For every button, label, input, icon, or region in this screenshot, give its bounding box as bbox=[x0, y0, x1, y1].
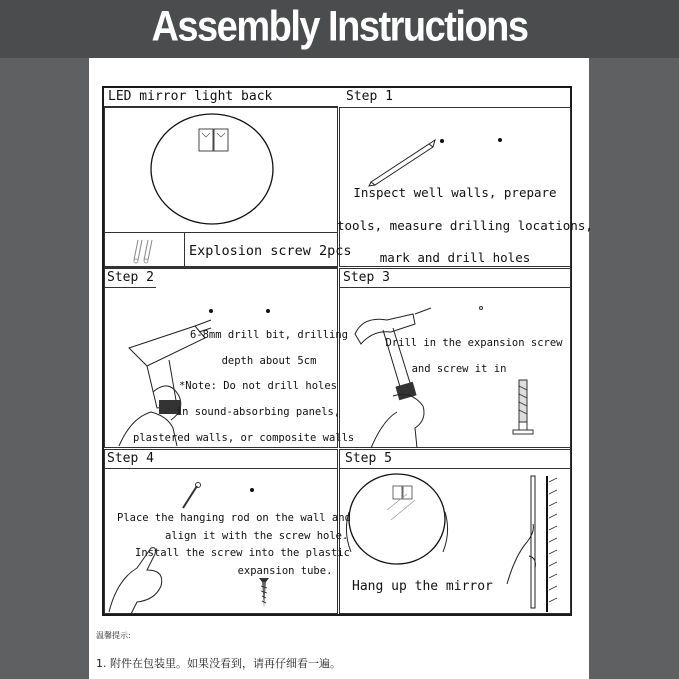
wall-side-illustration bbox=[501, 472, 567, 614]
header-bar bbox=[0, 0, 679, 58]
step3-label: Step 3 bbox=[343, 270, 390, 285]
step5-label: Step 5 bbox=[345, 451, 392, 466]
mirror-back-illustration bbox=[149, 114, 279, 229]
notes-item: 1. 附件在包装里。如果没看到，请再仔细看一遍。 bbox=[96, 657, 341, 670]
frame-top-line bbox=[105, 86, 209, 87]
step4-underline bbox=[104, 468, 338, 469]
mark-dot bbox=[209, 309, 213, 313]
mark-dot bbox=[498, 138, 502, 142]
step2-underline bbox=[104, 287, 156, 288]
step4-line4: expansion tube. bbox=[237, 565, 333, 577]
step5-underline bbox=[339, 468, 571, 469]
hanging-rod-icon bbox=[179, 482, 203, 510]
step3-underline bbox=[339, 287, 571, 288]
pencil-icon bbox=[367, 138, 437, 188]
mark-dot bbox=[440, 139, 444, 143]
step3-line1: Drill in the expansion screw bbox=[385, 337, 563, 349]
hand-illustration bbox=[107, 540, 171, 614]
step4-line1: Place the hanging rod on the wall and bbox=[117, 512, 351, 524]
screw-icon bbox=[257, 576, 271, 610]
step1-line2: tools, measure drilling locations, bbox=[337, 218, 593, 233]
step4-line3: Install the screw into the plastic bbox=[135, 547, 350, 559]
step1-line1: Inspect well walls, prepare bbox=[353, 185, 557, 200]
step1-line3: mark and drill holes bbox=[379, 250, 531, 265]
step4-label: Step 4 bbox=[107, 451, 154, 466]
expansion-tube-icon bbox=[511, 378, 535, 436]
mark-dot bbox=[250, 488, 254, 492]
step5-line1: Hang up the mirror bbox=[352, 579, 493, 594]
cell-back-label: LED mirror light back bbox=[108, 89, 273, 104]
step2-line1: 6-8mm drill bit, drilling bbox=[189, 329, 349, 341]
step2-label: Step 2 bbox=[107, 270, 154, 285]
mark-dot bbox=[266, 309, 270, 313]
label-underline bbox=[104, 106, 338, 107]
mark-dot bbox=[479, 306, 483, 310]
instruction-sheet bbox=[89, 58, 593, 679]
step2-line4: in sound-absorbing panels, bbox=[175, 406, 341, 418]
notes-title: 温馨提示: bbox=[96, 631, 131, 640]
step1-label: Step 1 bbox=[346, 89, 393, 104]
step2-line2: depth about 5cm bbox=[221, 355, 317, 367]
step3-line2: and screw it in bbox=[411, 363, 507, 375]
hang-mirror-illustration bbox=[347, 472, 457, 567]
cell-screws-label: Explosion screw 2pcs bbox=[189, 243, 352, 259]
frame-top-line-right bbox=[479, 86, 571, 87]
screw-icon bbox=[130, 238, 160, 264]
screws-divider bbox=[184, 232, 185, 268]
step2-line3: *Note: Do not drill holes bbox=[178, 380, 338, 392]
step4-line2: align it with the screw hole. bbox=[165, 530, 349, 542]
page-title: Assembly Instructions bbox=[151, 3, 528, 51]
hammer-illustration bbox=[353, 310, 433, 448]
step2-line5: plastered walls, or composite walls bbox=[133, 432, 355, 444]
